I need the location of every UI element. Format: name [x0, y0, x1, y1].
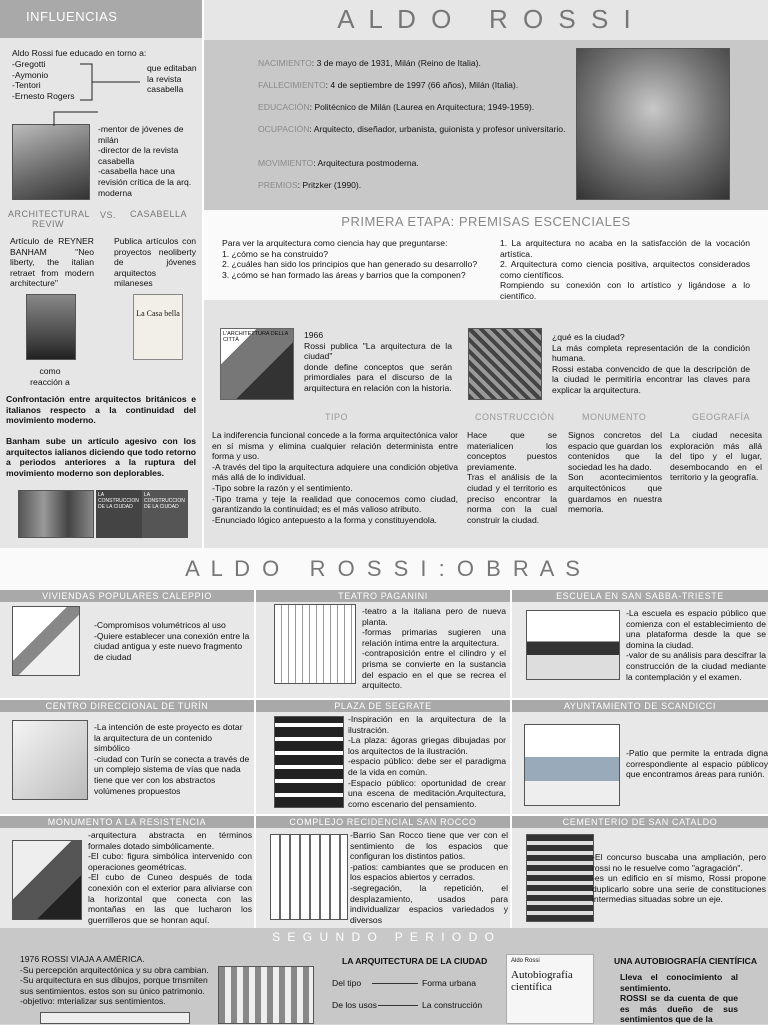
- obra-card: [512, 816, 768, 928]
- bio-label: OCUPACIÓN: [258, 124, 310, 134]
- bio-row: [258, 158, 566, 180]
- obra-card: [0, 700, 256, 816]
- rossi-1966-text: 1966 Rossi publica "La arquitectura de la ciudad" donde define conceptos que serán primordiales para el discurso de la arquitectura en relación con la historia.: [304, 330, 452, 393]
- bio-row: [258, 180, 566, 202]
- monumento-text: Signos concretos del espacio que guardan los contenidos que la sociedad les ha dado. Son acontecimientos arquitectónicos que guardamos en nuestra memoria.: [568, 430, 662, 515]
- obra-card: [0, 816, 256, 928]
- bio-label: PREMIOS: [258, 180, 298, 190]
- tipo-heading: TIPO: [325, 412, 349, 422]
- obra-card: [256, 816, 512, 928]
- obra-title: CENTRO DIRECCIONAL DE TURÍN: [0, 700, 254, 712]
- obra-text: -La escuela es espacio público que comienza con el establecimiento de una plataforma desde la que se domina la ciudad. -valor de su análisis para descifrar la construcción de la ciudad mediante la contemplación y el examen.: [626, 608, 766, 682]
- obra-title: MONUMENTO A LA RESISTENCIA: [0, 816, 254, 828]
- bio-value: : Politécnico de Milán (Laurea en Arquitectura; 1949-1959).: [309, 102, 535, 112]
- forma-urbana-label: Forma urbana: [422, 978, 476, 988]
- obra-card: [512, 590, 768, 700]
- obra-text: -La intención de este proyecto es dotar la arquitectura de un contenido simbólico -ciudad con Turín se conecta a través de un complejo sistema de vías que nada tiene que ver con los abstractos volúmenes propuestos: [94, 722, 250, 796]
- book-cover-1-title: LA CONSTRUCCION DE LA CIUDAD: [98, 492, 139, 510]
- confrontacion-text: Confrontación entre arquitectos británicos e italianos respecto a la continuidad del movimiento moderno.: [6, 394, 196, 426]
- segundo-left-text: 1976 ROSSI VIAJA A AMÉRICA. -Su percepción arquitectónica y su obra cambian. -Su arquitectura en sus dibujos, porque trnsmiten sus sentimientos. estos son su único patrimonio. -objetivo: mterializar sus sentimientos.: [20, 954, 209, 1007]
- book-cover-2-title: LA CONSTRUCCION DE LA CIUDAD: [144, 492, 185, 510]
- architettura-book-cover: [220, 328, 294, 400]
- book-title: Autobiografía científica: [511, 968, 573, 993]
- tipo-text: La indiferencia funcional concede a la forma arquitectónica valor en sí misma y elimina cualquier relación determinista entre forma y uso. -A través del tipo la arquitectura adquiere una condición objetiva más allá de lo individual. -Tipo sobre la razón y el sentimiento. -Tipo trama y teje la realidad que conocemos como ciudad, garantizando la continuidad; es el más valioso atributo. -Enunciado lógico antepuesto a la forma y constituyendola.: [212, 430, 458, 525]
- obra-title: COMPLEJO RECIDENCIAL SAN ROCCO: [256, 816, 510, 828]
- bio-row: [258, 124, 566, 158]
- del-tipo-label: Del tipo: [332, 978, 362, 988]
- monumento-heading: MONUMENTO: [582, 412, 647, 422]
- obra-text: -teatro a la italiana pero de nueva planta. -formas primarias sugieren una relación íntima entre la arquitectura. -contraposición entre el cilindro y el prisma se convierte en la sustancia del espacio en el que se recrea el arquitecto.: [362, 606, 506, 691]
- obra-text: -El concurso buscaba una ampliación, pero rossi no le resuelve como "agragación". -es un edificio en sí mismo, Rossi propone duplicarlo sobre una serie de constituciones intermedias situadas sobre un eje.: [592, 852, 766, 905]
- influencias-intro: Aldo Rossi fue educado en torno a:: [12, 48, 147, 58]
- obra-card: [256, 590, 512, 700]
- aldo-rossi-title: A L D O R O S S I: [337, 4, 635, 34]
- obra-image: [12, 606, 80, 676]
- obra-text: -Patio que permite la entrada digna correspondiente al espacio públicoy que encontramos áreas para runión.: [626, 748, 768, 780]
- obra-text: -Barrio San Rocco tiene que ver con el sentimiento de los espacios que configuran los distintos patios. -patios: cambiantes que se producen en los espacios abiertos y cerrados. -segregación, la repetición, el desplazamiento, usados para individualizar espacios variedados y diversos: [350, 830, 508, 925]
- architettura-book-title: L'ARCHITETTURA DELLA CITTÀ: [223, 331, 288, 343]
- obra-image: [12, 840, 82, 920]
- ciudad-text: ¿qué es la ciudad? La más completa representación de la condición humana. Rossi estaba convencido de que la descripción de la ciudad le permitiría encontrar las claves para explicar la arquitectura.: [552, 332, 750, 395]
- primera-premisas-label: : PREMISAS ESCENCIALES: [450, 214, 631, 229]
- obra-card: [512, 700, 768, 816]
- autobiografia-book: [506, 954, 594, 1024]
- obra-image: [274, 604, 356, 684]
- name-2: -Aymonio: [12, 69, 49, 80]
- primera-etapa-label: PRIMERA ETAPA: [341, 214, 451, 229]
- casabella-cover: [133, 294, 183, 360]
- obra-image: [526, 610, 620, 680]
- banham-article-text: Artículo de REYNER BANHAM "Neo liberty, the italian retraet from modern architecture": [10, 236, 94, 289]
- bio-label: MOVIMIENTO: [258, 158, 314, 168]
- banham-text: Banham sube un artículo agesivo con los arquitectos ialianos diciendo que todo retorno a periodos anteriores a la ruptura del movimiento moderno son deplorables.: [6, 436, 196, 478]
- architectural-review-label: ARCHITECTURAL REVIW: [8, 209, 91, 229]
- bio-value: : Arquitectura postmoderna.: [313, 158, 419, 168]
- obra-text: -arquitectura abstracta en términos formales dotado simbólicamente. -El cubo: figura simbólica intervenido con operaciones geométricas. -El cubo de Cuneo después de toda conexión con el exterior para aliviarse con la horizontal que conecta con las montañas en las que lucharon los guerrilleros que se honran aquí.: [88, 830, 252, 925]
- obras-title: A L D O R O S S I : O B R A S: [185, 556, 583, 581]
- bio-label: NACIMIENTO: [258, 58, 312, 68]
- banham-photo: [26, 294, 76, 360]
- autobiografia-title: UNA AUTOBIOGRAFÍA CIENTÍFICA: [614, 956, 758, 966]
- mentor-arrow: [52, 108, 102, 128]
- obra-image: [524, 724, 620, 806]
- bio-row: [258, 80, 566, 102]
- obra-title: CEMENTERIO DE SAN CATALDO: [512, 816, 768, 828]
- construccion-label: La construcción: [422, 1000, 483, 1010]
- bio-label: FALLECIMIENTO: [258, 80, 326, 90]
- influencias-names: [12, 59, 82, 101]
- casabella-label: CASABELLA: [130, 209, 188, 219]
- bio-row: [258, 102, 566, 124]
- name-4: -Ernesto Rogers: [12, 90, 75, 101]
- bio-row: [258, 58, 566, 80]
- de-los-usos-label: De los usos: [332, 1000, 377, 1010]
- segundo-facade-image: [218, 966, 314, 1024]
- obra-title: TEATRO PAGANINI: [256, 590, 510, 602]
- autobiografia-text: Lleva el conocimiento al sentimiento. ROSSI se da cuenta de que es más dueño de sus sentimientos que de la: [620, 972, 738, 1025]
- segundo-title: S E G U N D O P E R I O D O: [272, 930, 496, 944]
- obra-image: [12, 720, 88, 800]
- obra-title: ESCUELA EN SAN SABBA-TRIESTE: [512, 590, 768, 602]
- aldo-rossi-portrait: [576, 48, 730, 200]
- book-cover-2: [142, 490, 188, 538]
- vs-label: VS.: [100, 210, 117, 220]
- editaban-text: que editaban la revista casabella: [147, 63, 197, 95]
- construccion-heading: CONSTRUCCIÓN: [475, 412, 555, 422]
- casabella-cover-title: La Casa bella: [136, 309, 180, 318]
- reaccion-text: como reacción a: [30, 366, 70, 387]
- book-author: Aldo Rossi: [511, 958, 540, 964]
- obra-title: PLAZA DE SEGRATE: [256, 700, 510, 712]
- book-cover-1: [96, 490, 142, 538]
- portrait-rogers-photo: [12, 124, 90, 200]
- bio-label: EDUCACIÓN: [258, 102, 310, 112]
- primera-left-text: Para ver la arquitectura como ciencia hay que preguntarse: 1. ¿cómo se ha construido? 2. ¿cuáles han sido los principios que han generado su desarrollo? 3. ¿cómo se han formado las áreas y barrios que la componen?: [222, 238, 478, 280]
- bio-list: [258, 58, 566, 202]
- name-1: -Gregotti: [12, 59, 46, 69]
- bracket-connector: [80, 60, 146, 104]
- name-3: -Tentori: [12, 80, 41, 91]
- primera-etapa-title: [204, 214, 768, 229]
- primera-right-text: 1. La arquitectura no acaba en la satisfacción de la vocación artística. 2. Arquitectura como ciencia positiva, arquitectos considerados como científicos. Rompiendo su conexión con lo artístico y ligándose a lo científico.: [500, 238, 750, 301]
- aerial-city-photo: [468, 328, 542, 400]
- arrow-line: [378, 1005, 418, 1006]
- obra-image: [270, 834, 348, 920]
- obra-text: -Inspiración en la arquitectura de la ilustración. -La plaza: ágoras griegas dibujadas por los arquitectos de la ilustración. -espacio público: debe ser el paradigma de la vida en común. -Espacio público: oportunidad de crear una escena de meditación.Arquitectura, como escenario del pensamiento.: [348, 714, 506, 809]
- geografia-text: La ciudad necesita exploración más allá del tipo y el lugar, desembocando en el territorio y la geografía.: [670, 430, 762, 483]
- obra-card: [0, 590, 256, 700]
- obra-title: AYUNTAMIENTO DE SCANDICCI: [512, 700, 768, 712]
- group-photo: [18, 490, 94, 538]
- obra-text: -Compromisos volumétricos al uso -Quiere establecer una conexión entre la ciudad antigua y este nuevo fragmento de ciudad: [94, 620, 250, 662]
- obra-card: [256, 700, 512, 816]
- obra-image: [526, 834, 594, 922]
- geografia-heading: GEOGRAFÍA: [692, 412, 751, 422]
- bio-value: : 3 de mayo de 1931, Milán (Reino de Italia).: [311, 58, 481, 68]
- bio-value: : Arquitecto, diseñador, urbanista, guionista y profesor universitario.: [309, 124, 566, 134]
- arrow-line: [372, 983, 418, 984]
- mentor-text: -mentor de jóvenes de milán -director de la revista casabella -casabella hace una revisión crítica de la arq. moderna: [98, 124, 192, 198]
- obra-title: VIVIENDAS POPULARES CALEPPIO: [0, 590, 254, 602]
- influencias-title: INFLUENCIAS: [26, 9, 118, 24]
- bio-value: : 4 de septiembre de 1997 (66 años), Milán (Italia).: [325, 80, 519, 90]
- segundo-image-bottom: [40, 1012, 190, 1024]
- construccion-text: Hace que se materialicen los conceptos puestos previamente. Tras el análisis de la ciudad y el territorio es preciso encontrar la norma con la cual construir la ciudad.: [467, 430, 557, 525]
- casabella-article-text: Publica artículos con proyectos neoliberty de jóvenes arquitectos milaneses: [114, 236, 196, 289]
- arquitectura-ciudad-title: LA ARQUITECTURA DE LA CIUDAD: [342, 956, 488, 966]
- bio-value: : Pritzker (1990).: [297, 180, 362, 190]
- obra-image: [274, 716, 344, 808]
